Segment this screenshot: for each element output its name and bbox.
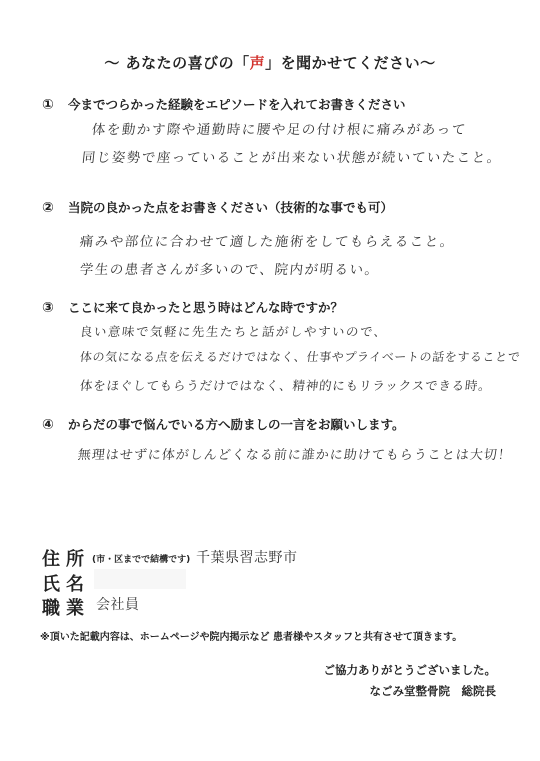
closing-thanks: ご協力ありがとうございました。 (323, 663, 496, 677)
name-redaction (94, 569, 186, 589)
job-value: 会社員 (96, 597, 140, 613)
address-label: 住所 (42, 549, 90, 570)
name-label: 氏名 (42, 574, 90, 595)
question-text: からだの事で悩んでいる方へ励ましの一言をお願いします。 (68, 417, 405, 432)
answer-2-line-1: 痛みや部位に合わせて適した施術をしてもらえること。 (78, 234, 456, 250)
answer-3-line-2: 体の気になる点を伝えるだけではなく、仕事やプライベートの話をすることで (79, 350, 522, 364)
address-value: 千葉県習志野市 (196, 550, 298, 566)
answer-1-line-2: 同じ姿勢で座っていることが出来ない状態が続いていたこと。 (80, 150, 503, 166)
question-text: 当院の良かった点をお書きください（技術的な事でも可） (68, 200, 394, 215)
title-prefix: ～ あなたの喜びの「 (104, 54, 250, 72)
closing-clinic: なごみ堂整骨院 総院長 (369, 684, 496, 698)
answer-3-line-3: 体をほぐしてもらうだけではなく、精神的にもリラックスできる時。 (79, 378, 493, 393)
question-3 (42, 298, 343, 316)
form-title (0, 52, 540, 73)
question-text: ここに来て良かったと思う時はどんな時ですか？ (68, 300, 344, 315)
answer-1-line-1: 体を動かす際や通勤時に腰や足の付け根に痛みがあって (90, 122, 468, 138)
question-number: ④ (42, 417, 54, 433)
question-1 (42, 95, 406, 113)
title-accent-char: 声 (249, 54, 266, 72)
question-number: ① (42, 97, 54, 113)
answer-4-line-1: 無理はせずに体がしんどくなる前に誰かに助けてもらうことは大切！ (77, 448, 513, 463)
question-number: ② (42, 200, 54, 216)
question-2 (42, 198, 393, 216)
answer-2-line-2: 学生の患者さんが多いので、院内が明るい。 (78, 262, 381, 278)
notice-text: ※頂いた記載内容は、ホームページや院内掲示など 患者様やスタッフと共有させて頂きます。 (40, 632, 463, 643)
question-text: 今までつらかった経験をエピソードを入れてお書きください (68, 97, 406, 112)
answer-3-line-1: 良い意味で気軽に先生たちと話がしやすいので、 (79, 324, 389, 339)
job-label: 職業 (42, 598, 90, 619)
address-note: (市・区までで結構です) (92, 555, 191, 565)
question-4 (42, 415, 405, 433)
question-number: ③ (42, 300, 54, 316)
title-suffix: 」を聞かせてください～ (265, 54, 436, 72)
